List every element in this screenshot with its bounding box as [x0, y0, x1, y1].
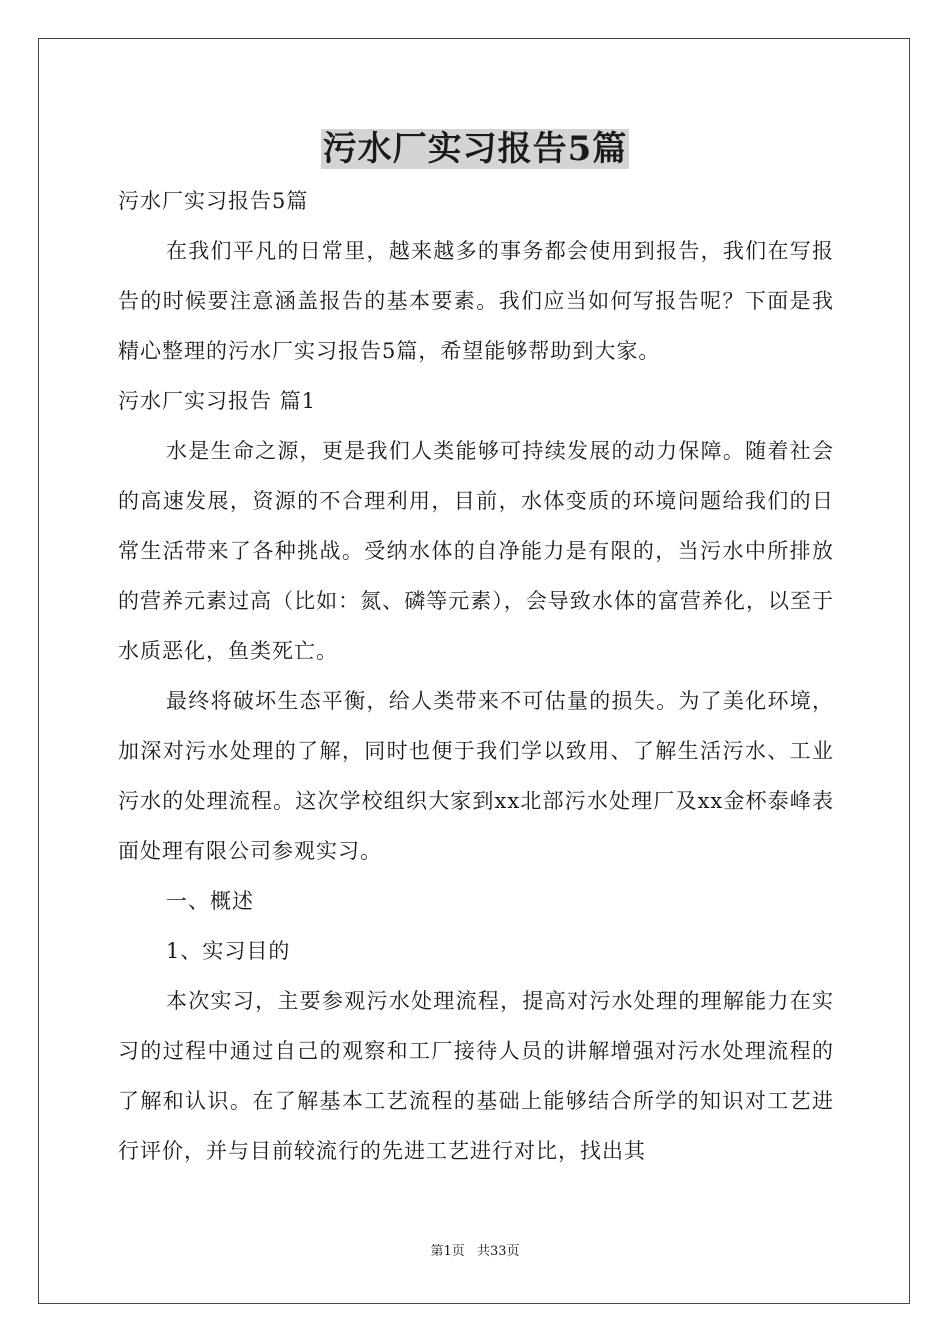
- paragraph-subtitle: 污水厂实习报告5篇: [118, 189, 309, 213]
- section-heading: 污水厂实习报告 篇1: [118, 389, 317, 413]
- document-body: [118, 176, 834, 1176]
- subsection-heading: 1、实习目的: [166, 939, 291, 963]
- paragraph-body: 最终将破坏生态平衡，给人类带来不可估量的损失。为了美化环境，加深对污水处理的了解，同时也便于我们学以致用、了解生活污水、工业污水的处理流程。这次学校组织大家到xx北部污水处理厂及xx金杯泰峰表面处理有限公司参观实习。: [118, 689, 834, 863]
- document-title-text: 污水厂实习报告5篇: [322, 129, 628, 169]
- page-footer: [0, 1243, 950, 1261]
- paragraph-intro: 在我们平凡的日常里，越来越多的事务都会使用到报告，我们在写报告的时候要注意涵盖报告的基本要素。我们应当如何写报告呢？下面是我精心整理的污水厂实习报告5篇，希望能够帮助到大家。: [118, 239, 834, 363]
- paragraph-body: 水是生命之源，更是我们人类能够可持续发展的动力保障。随着社会的高速发展，资源的不合理利用，目前，水体变质的环境问题给我们的日常生活带来了各种挑战。受纳水体的自净能力是有限的，当污水中所排放的营养元素过高（比如：氮、磷等元素），会导致水体的富营养化，以至于水质恶化，鱼类死亡。: [118, 439, 834, 663]
- page-total: 共33页: [476, 1244, 520, 1259]
- subsection-heading: 一、概述: [166, 889, 254, 913]
- document-title: [0, 127, 950, 171]
- page-number: 第1页: [430, 1244, 465, 1259]
- paragraph-body: 本次实习，主要参观污水处理流程，提高对污水处理的理解能力在实习的过程中通过自己的观察和工厂接待人员的讲解增强对污水处理流程的了解和认识。在了解基本工艺流程的基础上能够结合所学的知识对工艺进行评价，并与目前较流行的先进工艺进行对比，找出其: [118, 989, 834, 1163]
